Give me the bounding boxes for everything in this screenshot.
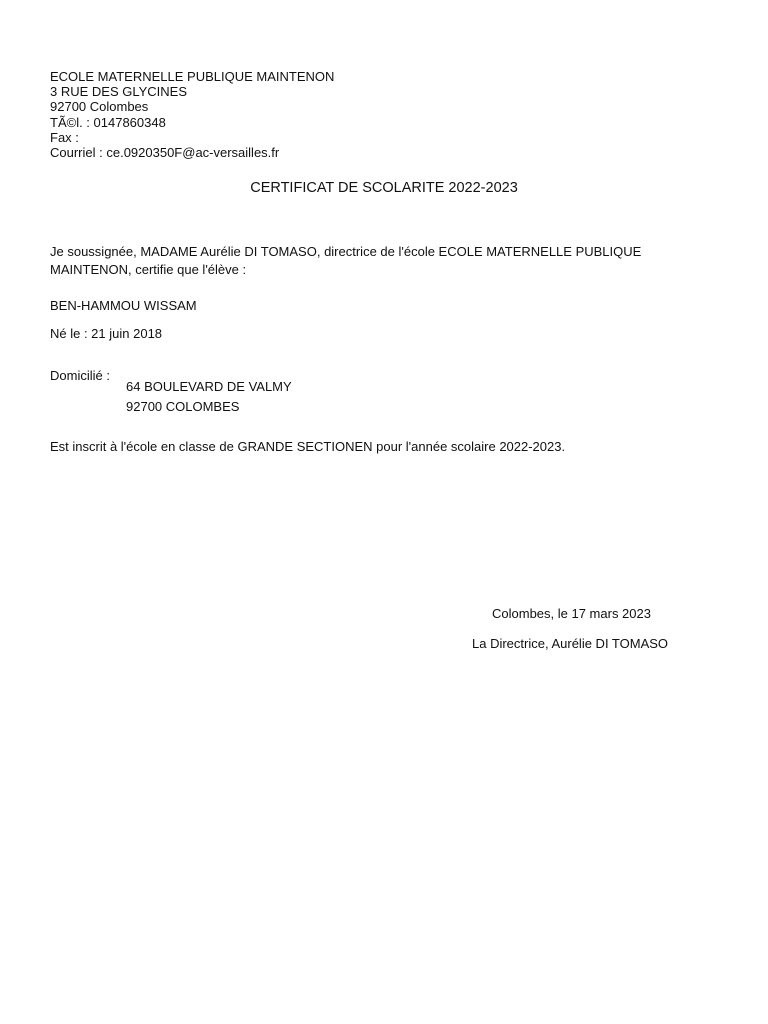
address-line-1: 64 BOULEVARD DE VALMY: [126, 379, 292, 394]
intro-line-2: MAINTENON, certifie que l'élève :: [50, 262, 247, 277]
domicile-label: Domicilié :: [50, 368, 110, 383]
school-email: Courriel : ce.0920350F@ac-versailles.fr: [50, 145, 280, 161]
signature-line: La Directrice, Aurélie DI TOMASO: [472, 636, 669, 651]
school-street: 3 RUE DES GLYCINES: [50, 84, 188, 100]
birth-date: Né le : 21 juin 2018: [50, 326, 163, 341]
school-fax: Fax :: [50, 129, 79, 145]
student-name: BEN-HAMMOU WISSAM: [50, 298, 197, 313]
document-title: CERTIFICAT DE SCOLARITE 2022-2023: [250, 180, 518, 196]
school-name: ECOLE MATERNELLE PUBLIQUE MAINTENON: [50, 69, 335, 84]
school-phone: TÃ©l. : 0147860348: [50, 114, 166, 130]
school-header: [50, 69, 334, 160]
domicile-address: [126, 377, 292, 417]
intro-line-1: Je soussignée, MADAME Aurélie DI TOMASO, directrice de l'école ECOLE MATERNELLE PUBLIQUE: [50, 244, 642, 259]
enrollment-statement: Est inscrit à l'école en classe de GRANDE SECTIONEN pour l'année scolaire 2022-2023.: [50, 439, 566, 454]
school-city: 92700 Colombes: [50, 99, 149, 115]
intro-paragraph: [50, 243, 641, 279]
place-and-date: Colombes, le 17 mars 2023: [492, 606, 651, 621]
address-line-2: 92700 COLOMBES: [126, 399, 240, 414]
